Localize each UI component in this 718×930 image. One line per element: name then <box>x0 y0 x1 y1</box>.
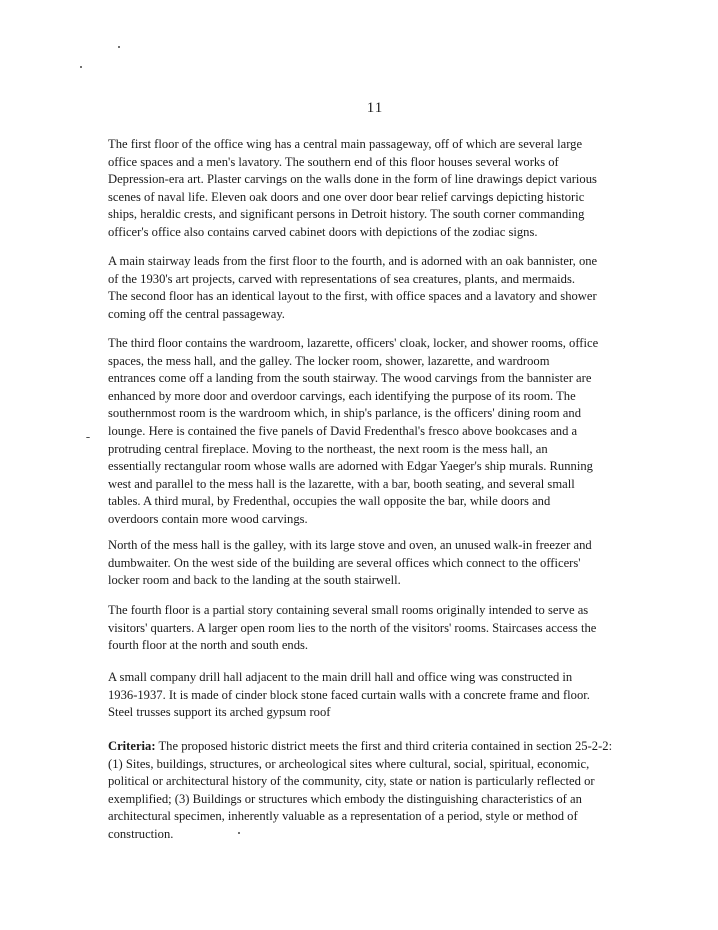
text-line: coming off the central passageway. <box>108 306 285 321</box>
text-line: 1936-1937. It is made of cinder block stone faced curtain walls with a concrete frame and floor. <box>108 687 590 702</box>
text-line: of the 1930's art projects, carved with representations of sea creatures, plants, and mermaids. <box>108 271 576 286</box>
paragraph-first-floor <box>108 136 648 242</box>
criteria-intro: The proposed historic district meets the first and third criteria contained in section 25-2-2: <box>155 739 613 753</box>
text-line: fourth floor at the north and south ends. <box>108 638 309 653</box>
text-line: The third floor contains the wardroom, lazarette, officers' cloak, locker, and shower rooms, office <box>108 336 599 350</box>
text-line: lounge. Here is contained the five panels of David Fredenthal's fresco above bookcases and a <box>108 423 578 438</box>
paragraph-galley <box>108 537 648 590</box>
criteria-label: Criteria: <box>108 739 156 753</box>
text-line: A small company drill hall adjacent to the main drill hall and office wing was constructed in <box>108 670 573 684</box>
page-number: 11 <box>366 100 384 116</box>
text-line: political or architectural history of the community, city, state or nation is particularly reflected or <box>108 774 595 789</box>
criteria-first-line <box>108 738 648 756</box>
scan-speck <box>118 46 120 48</box>
paragraph-third-floor <box>108 335 648 529</box>
text-line: The fourth floor is a partial story containing several small rooms originally intended to serve as <box>108 603 589 617</box>
text-line: The second floor has an identical layout to the first, with office spaces and a lavatory and shower <box>108 289 597 304</box>
text-line: dumbwaiter. On the west side of the building are several offices which connect to the officers' <box>108 555 581 570</box>
text-line: construction. <box>108 826 174 841</box>
text-line: essentially rectangular room whose walls are adorned with Edgar Yaeger's ship murals. Running <box>108 459 593 474</box>
scan-speck <box>80 66 82 68</box>
text-line: North of the mess hall is the galley, with its large stove and oven, an unused walk-in freezer and <box>108 538 592 552</box>
paragraph-stairway <box>108 253 648 323</box>
text-line: visitors' quarters. A larger open room lies to the north of the visitors' rooms. Staircases access the <box>108 620 597 635</box>
text-line: ships, heraldic crests, and significant persons in Detroit history. The south corner commanding <box>108 207 585 222</box>
paragraph-criteria <box>108 738 648 844</box>
text-line: The first floor of the office wing has a central main passageway, off of which are several large <box>108 137 583 151</box>
paragraph-fourth-floor <box>108 602 648 655</box>
paragraph-drill-hall <box>108 669 648 722</box>
text-line: (1) Sites, buildings, structures, or archeological sites where cultural, social, spiritual, economic, <box>108 756 590 771</box>
scan-speck <box>86 437 90 438</box>
text-line: scenes of naval life. Eleven oak doors and one over door bear relief carvings depicting historic <box>108 189 585 204</box>
text-line: overdoors contain more wood carvings. <box>108 511 308 526</box>
text-line: exemplified; (3) Buildings or structures which embody the distinguishing characteristics of an <box>108 791 582 806</box>
text-line: A main stairway leads from the first floor to the fourth, and is adorned with an oak bannister, one <box>108 254 598 268</box>
text-line: office spaces and a men's lavatory. The southern end of this floor houses several works of <box>108 154 559 169</box>
text-line: entrances come off a landing from the south stairway. The wood carvings from the bannister are <box>108 371 592 386</box>
text-line: tables. A third mural, by Fredenthal, occupies the wall opposite the bar, while doors and <box>108 494 551 509</box>
text-line: protruding central fireplace. Moving to the northeast, the next room is the mess hall, an <box>108 441 548 456</box>
text-line: locker room and back to the landing at the south stairwell. <box>108 573 401 588</box>
text-line: southernmost room is the wardroom which, in ship's parlance, is the officers' dining room and <box>108 406 581 421</box>
text-line: Steel trusses support its arched gypsum roof <box>108 705 331 720</box>
text-line: officer's office also contains carved cabinet doors with depictions of the zodiac signs. <box>108 224 538 239</box>
text-line: enhanced by more door and overdoor carvings, each identifying the purpose of its room. The <box>108 388 576 403</box>
text-line: west and parallel to the mess hall is the lazarette, with a bar, booth seating, and several small <box>108 476 575 491</box>
text-line: spaces, the mess hall, and the galley. The locker room, shower, lazarette, and wardroom <box>108 353 550 368</box>
text-line: architectural specimen, inherently valuable as a representation of a period, style or method of <box>108 809 578 824</box>
text-line: Depression-era art. Plaster carvings on the walls done in the form of line drawings depict various <box>108 172 597 187</box>
